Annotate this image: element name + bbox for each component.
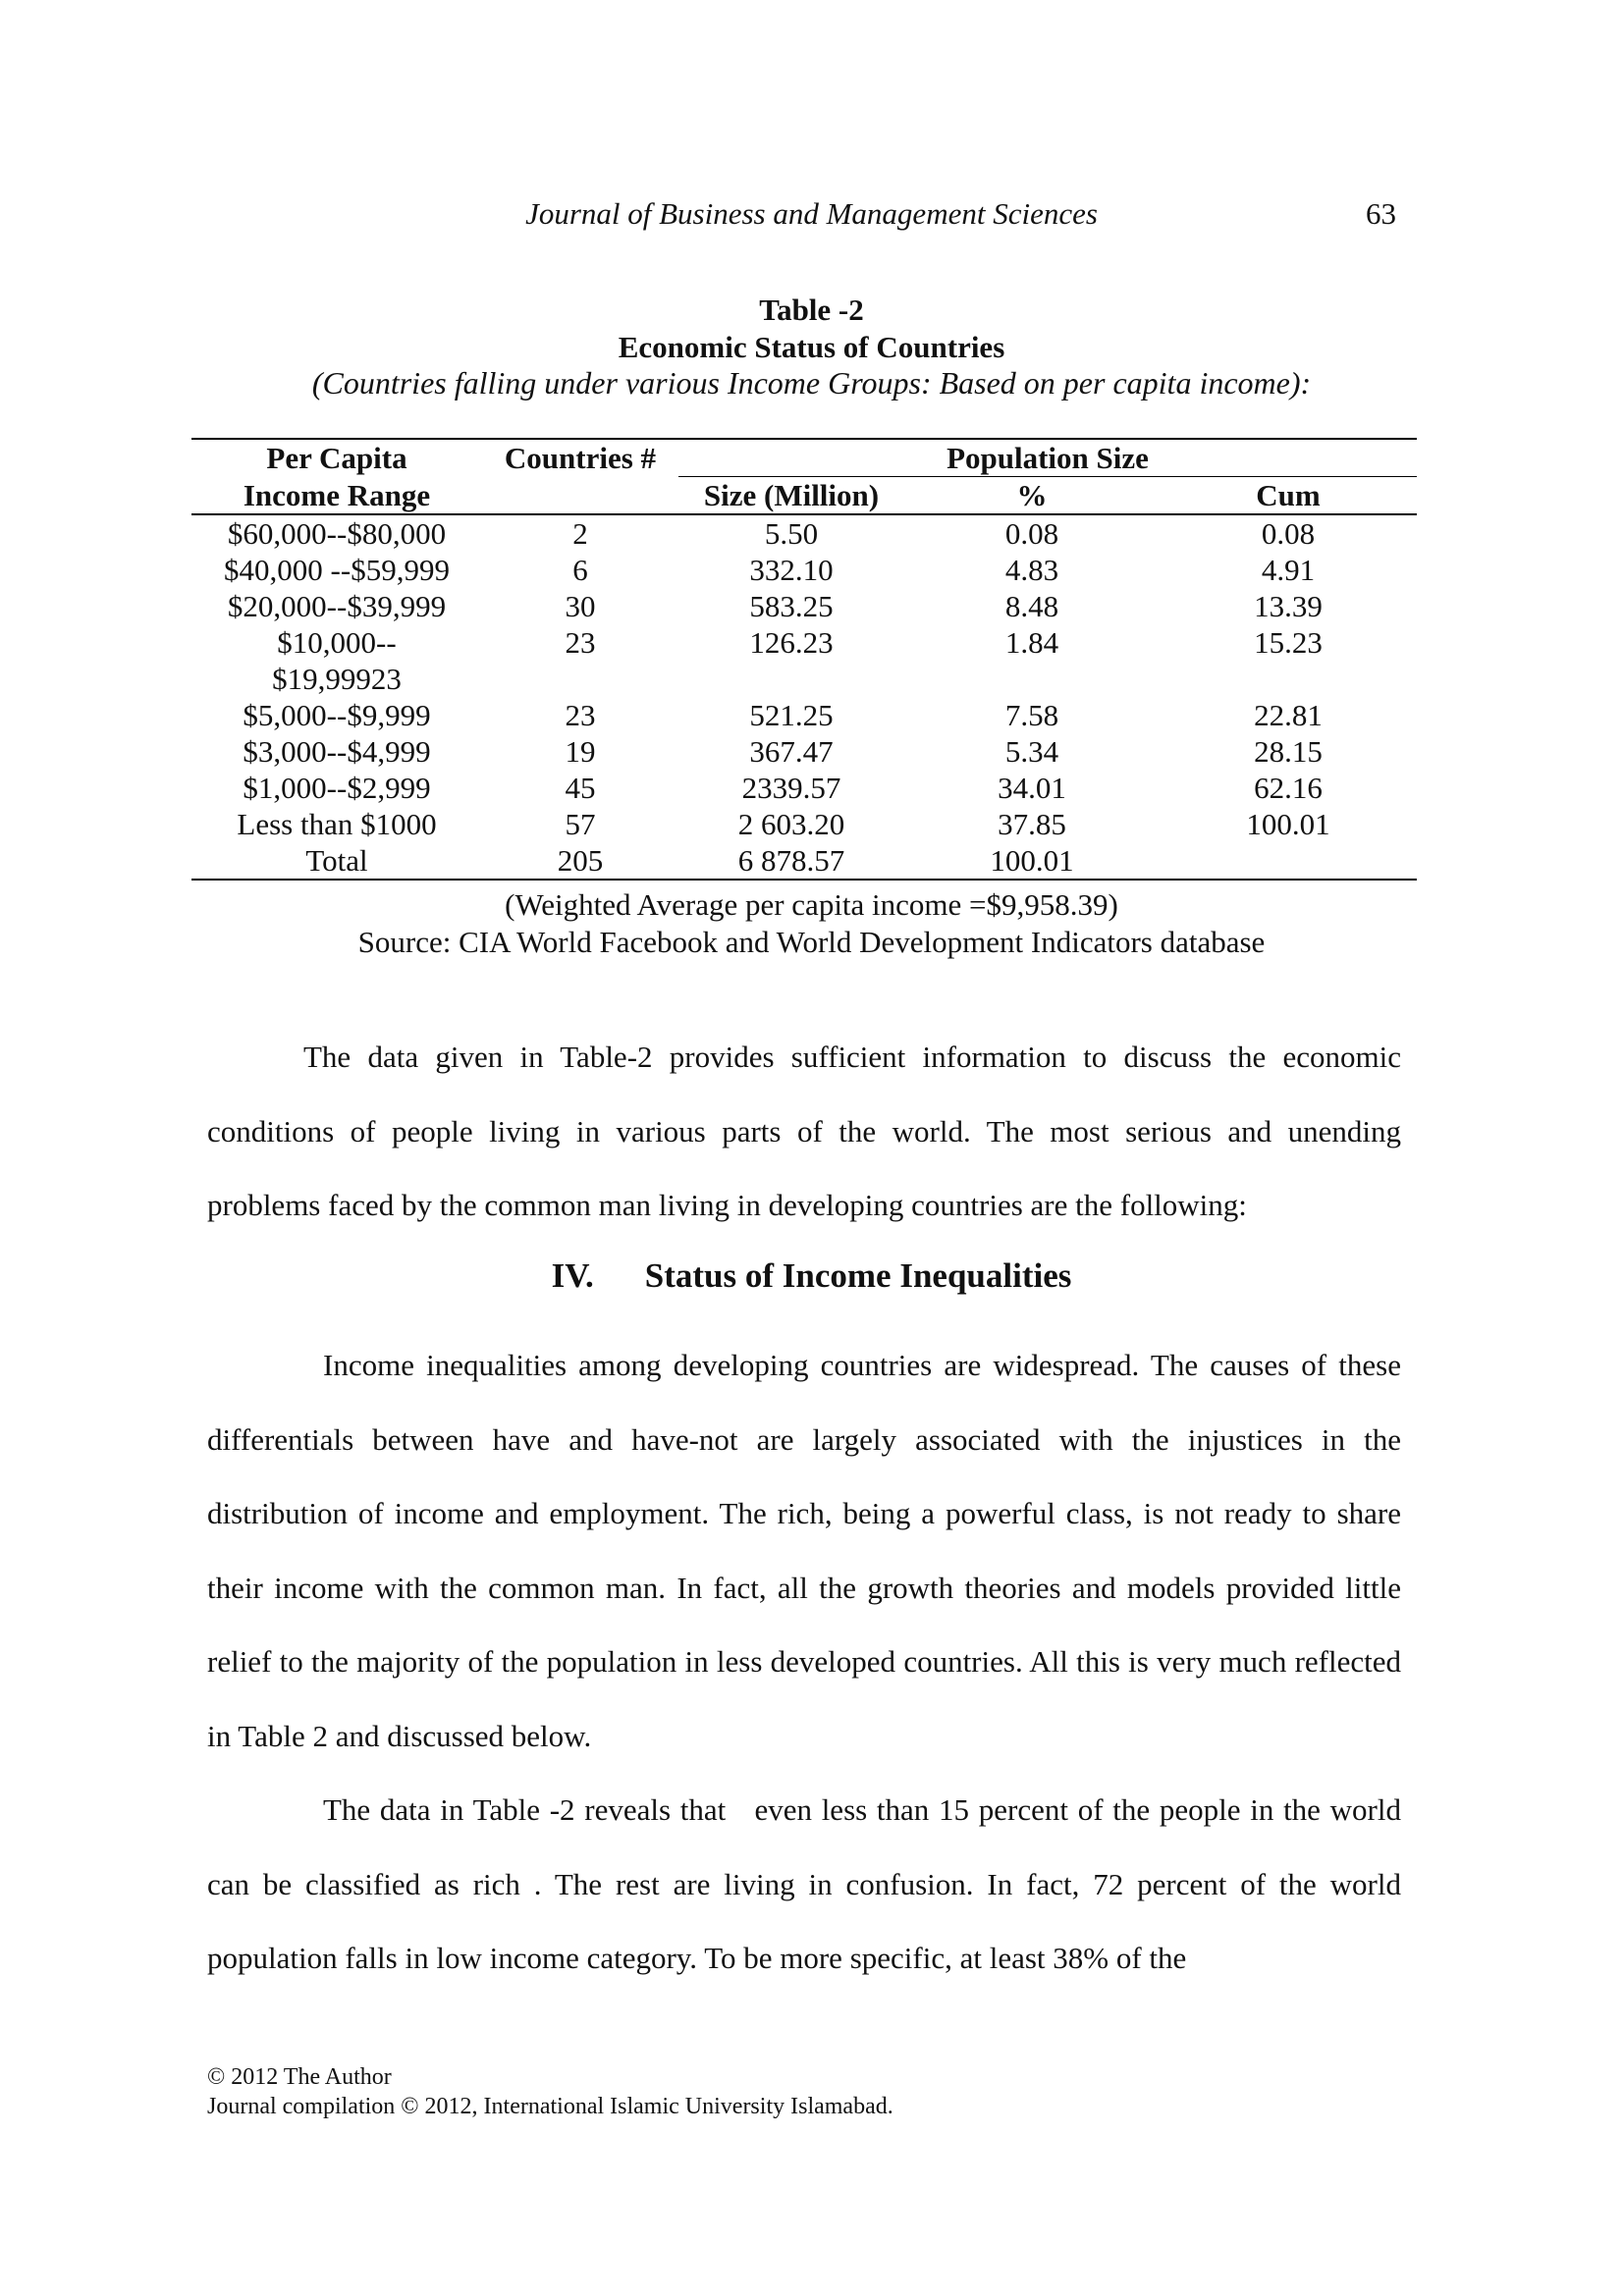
cell-percent: 5.34 [1004, 734, 1059, 769]
cell-percent: 7.58 [1004, 698, 1059, 732]
cell-countries: 6 [572, 553, 588, 587]
cell-income-range: $40,000 --$59,999 [224, 553, 450, 587]
cell-income-range: $1,000--$2,999 [243, 771, 431, 805]
cell-percent: 1.84 [1004, 625, 1059, 660]
cell-percent: 34.01 [998, 771, 1066, 805]
cell-size: 332.10 [749, 553, 834, 587]
cell-size: 5.50 [764, 516, 819, 551]
cell-cum: 0.08 [1261, 516, 1316, 551]
cell-cum: 15.23 [1254, 625, 1323, 660]
body-paragraph: Income inequalities among developing countries are widespread. The causes of these differentials between have and have-not are largely associated with the injustices in the distribution of income and employment. The rich, being a powerful class, is not ready to share their income with the common man. In fact, all the growth theories and models provided little relief to the majority of the population in less developed countries. All this is very much reflected in Table 2 and discussed below. [207, 1348, 1401, 1753]
cell-countries: 30 [565, 589, 596, 623]
header-income-line2: Income Range [191, 477, 482, 515]
body-paragraph: The data given in Table-2 provides sufficient information to discuss the economic conditions of people living in various parts of the world. The most serious and unending problems faced by the common man living in developing countries are the following: [207, 1040, 1401, 1222]
section-heading [0, 1256, 1623, 1296]
cell-income-range-line2: $19,99923 [272, 662, 402, 696]
header-income-line1: Per Capita [191, 439, 482, 477]
header-population-size: Population Size [678, 439, 1417, 477]
cell-cum: 100.01 [1246, 807, 1330, 841]
table-note-weighted-average: (Weighted Average per capita income =$9,958.39) [505, 887, 1118, 922]
cell-cum: 22.81 [1254, 698, 1323, 732]
cell-income-range: Total [191, 842, 482, 880]
table-row [191, 624, 1417, 697]
page-number: 63 [1366, 196, 1396, 231]
section-number: IV. [551, 1256, 594, 1295]
cell-size: 126.23 [749, 625, 834, 660]
cell-percent: 37.85 [998, 807, 1066, 841]
cell-cum: 4.91 [1261, 553, 1316, 587]
section-title: Status of Income Inequalities [644, 1256, 1072, 1295]
cell-countries: 19 [565, 734, 596, 769]
cell-countries: 23 [565, 698, 596, 732]
cell-countries: 45 [565, 771, 596, 805]
cell-countries: 205 [482, 842, 678, 880]
cell-cum [1160, 842, 1417, 880]
economic-status-table [191, 438, 1417, 881]
table-row [191, 733, 1417, 770]
cell-size: 583.25 [749, 589, 834, 623]
cell-countries: 57 [565, 807, 596, 841]
footer-journal-compilation: Journal compilation © 2012, International Islamic University Islamabad. [207, 2094, 893, 2119]
table-row [191, 588, 1417, 624]
cell-income-range: $60,000--$80,000 [227, 516, 447, 551]
table-title: Economic Status of Countries [618, 330, 1005, 364]
cell-percent: 4.83 [1004, 553, 1059, 587]
cell-countries: 2 [572, 516, 588, 551]
table-row [191, 552, 1417, 588]
cell-size: 2339.57 [741, 771, 841, 805]
cell-size: 521.25 [749, 698, 834, 732]
cell-income-range: Less than $1000 [237, 807, 437, 841]
table-row [191, 770, 1417, 806]
table-row-total [191, 842, 1417, 880]
cell-countries: 23 [565, 625, 596, 660]
cell-cum: 13.39 [1254, 589, 1323, 623]
cell-cum: 62.16 [1254, 771, 1323, 805]
table-label: Table -2 [759, 293, 864, 327]
header-percent: % [904, 477, 1160, 515]
body-paragraph: The data in Table -2 reveals that even less than 15 percent of the people in the world can be classified as rich . The rest are living in confusion. In fact, 72 percent of the world population falls in low income category. To be more specific, at least 38% of the [207, 1792, 1409, 1975]
footer-copyright: © 2012 The Author [207, 2064, 392, 2090]
cell-income-range-line1: $10,000-- [277, 625, 397, 660]
cell-size: 6 878.57 [678, 842, 904, 880]
cell-income-range: $5,000--$9,999 [243, 698, 431, 732]
cell-percent: 8.48 [1004, 589, 1059, 623]
table-source: Source: CIA World Facebook and World Development Indicators database [357, 925, 1266, 959]
cell-income-range: $20,000--$39,999 [227, 589, 447, 623]
table-row [191, 514, 1417, 552]
table-subtitle: (Countries falling under various Income Groups: Based on per capita income): [311, 365, 1312, 400]
header-cum: Cum [1160, 477, 1417, 515]
running-header-journal-title: Journal of Business and Management Sciences [525, 196, 1098, 231]
table-row [191, 806, 1417, 842]
cell-income-range: $3,000--$4,999 [243, 734, 431, 769]
cell-size: 2 603.20 [737, 807, 845, 841]
cell-percent: 100.01 [904, 842, 1160, 880]
table-row [191, 697, 1417, 733]
cell-size: 367.47 [749, 734, 834, 769]
cell-cum: 28.15 [1254, 734, 1323, 769]
cell-income-range [191, 624, 482, 697]
cell-percent: 0.08 [1004, 516, 1059, 551]
header-size-million: Size (Million) [678, 477, 904, 515]
header-countries: Countries # [482, 439, 678, 477]
